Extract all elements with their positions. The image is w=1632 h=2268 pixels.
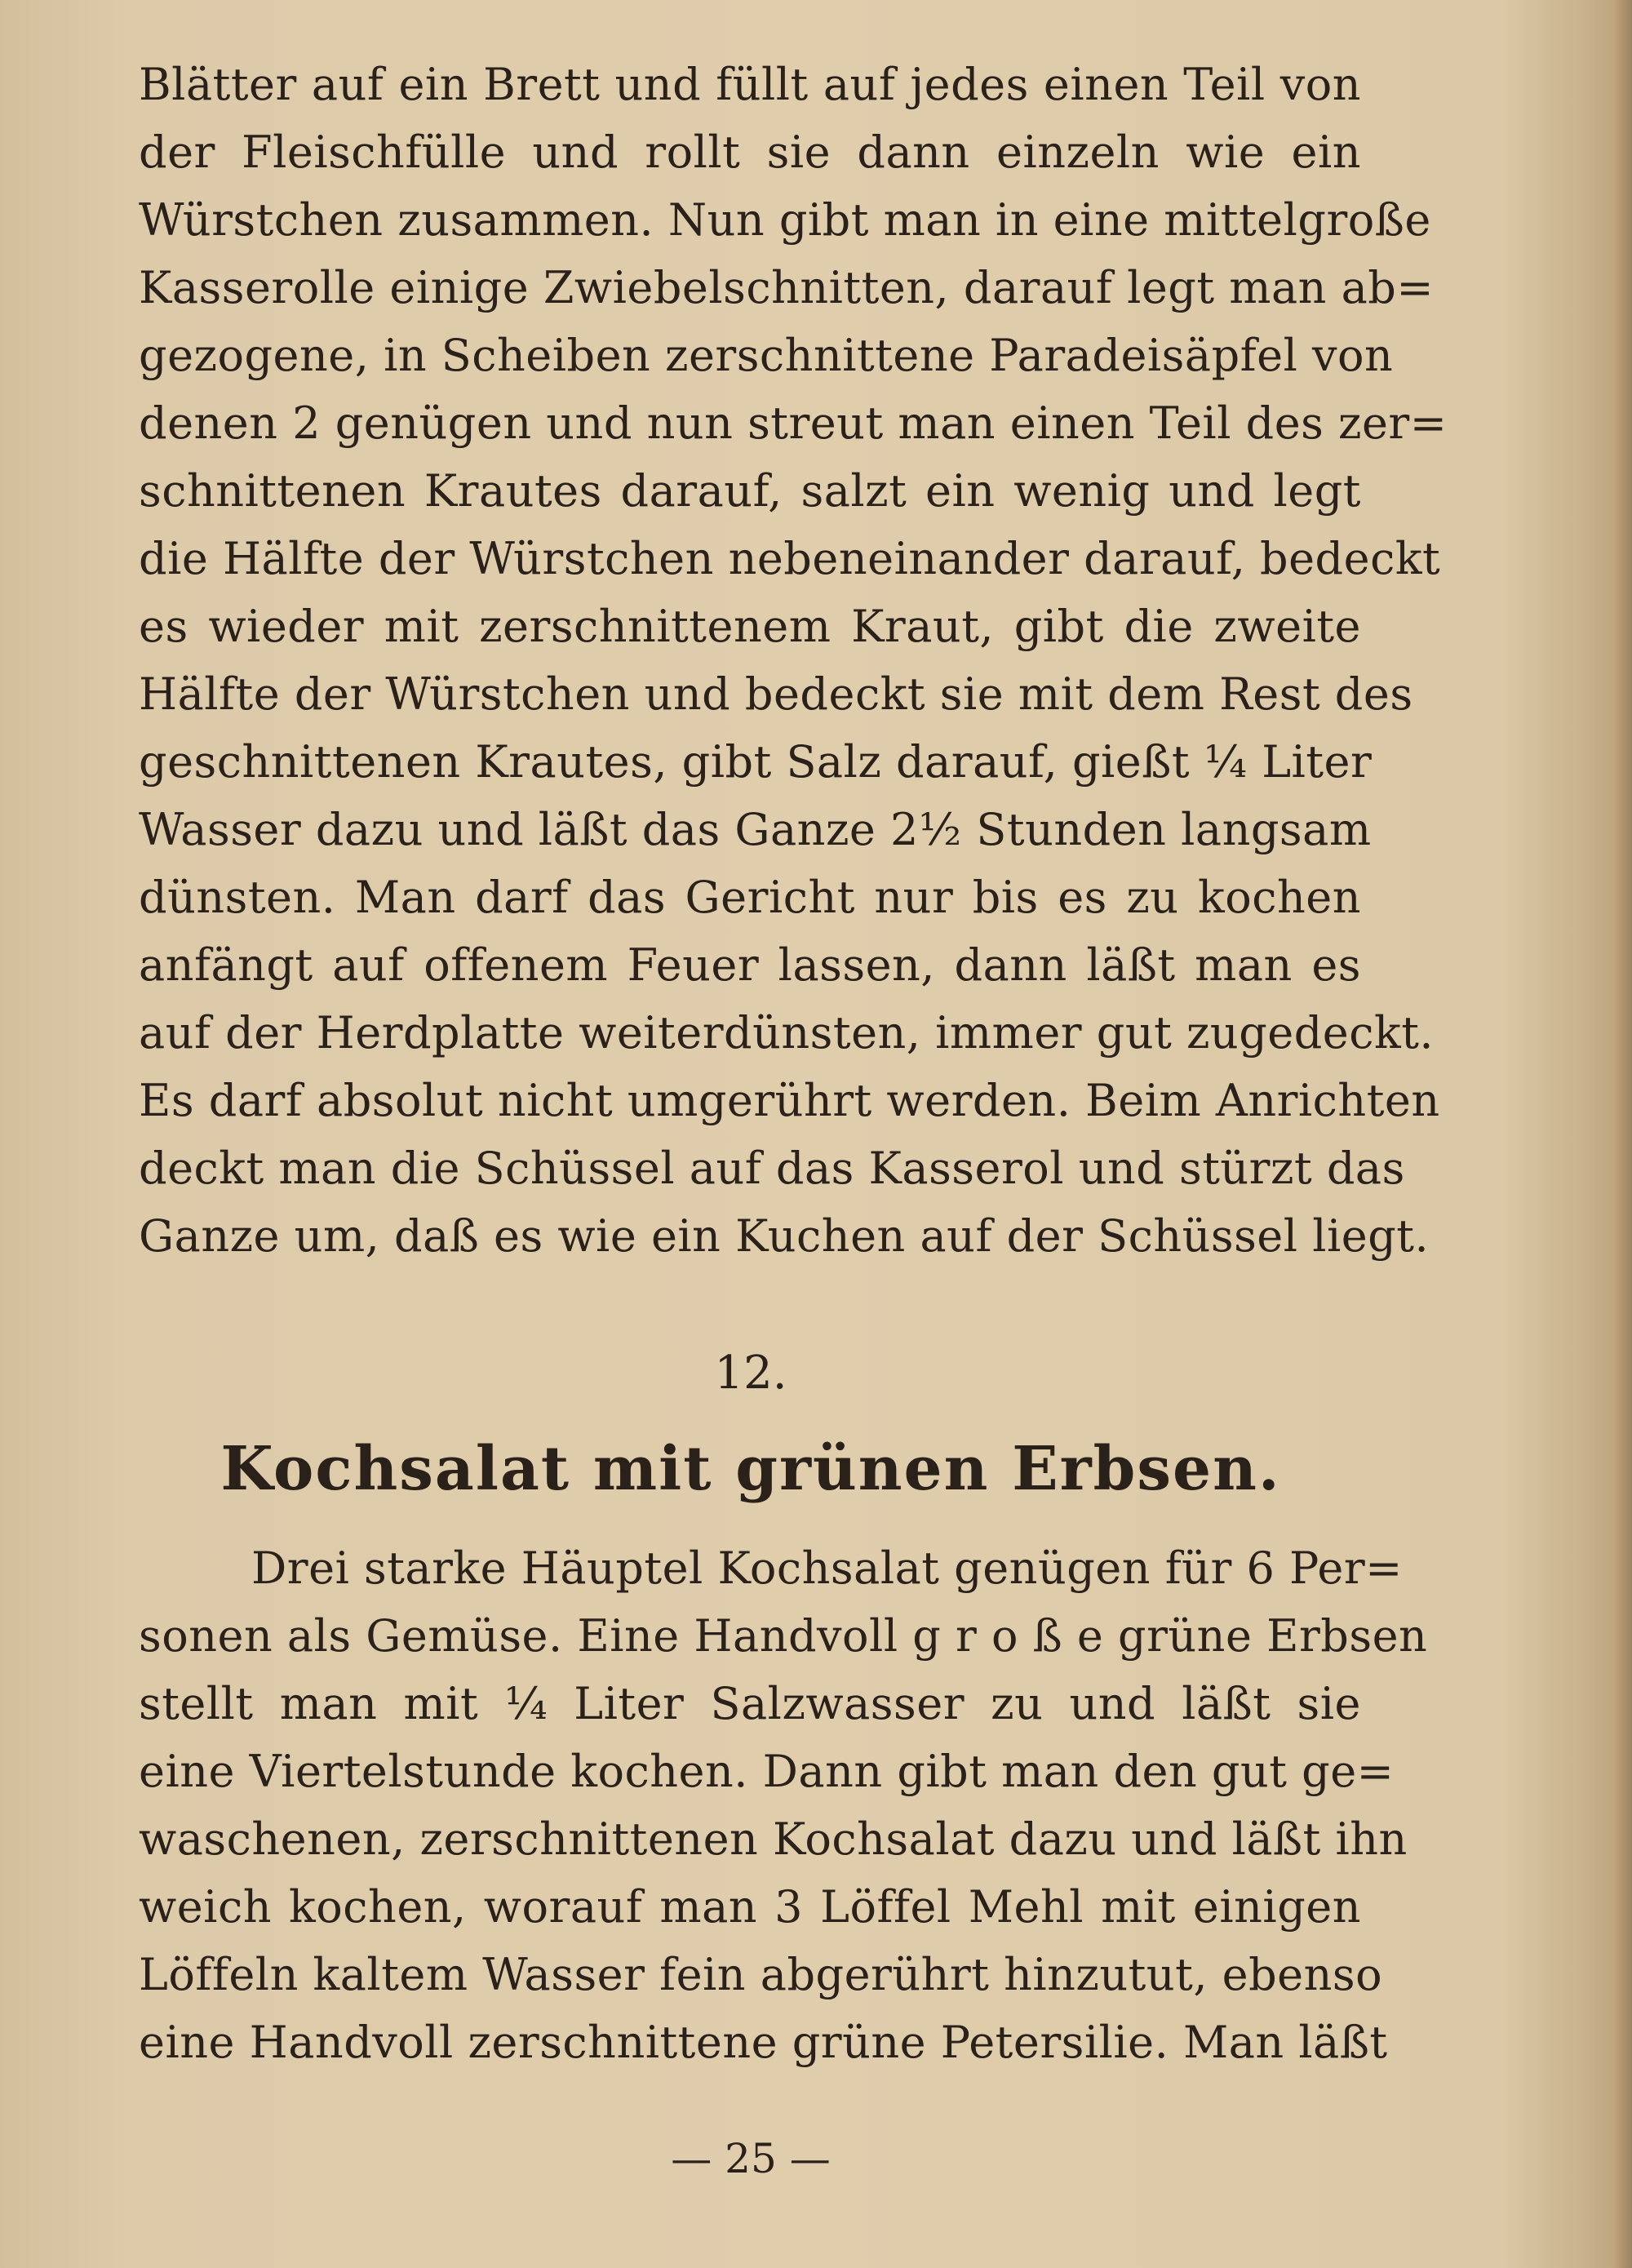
text-line: deckt man die Schüssel auf das Kasserol und stürzt das [139,1143,1405,1194]
text-line: der Fleischfülle und rollt sie dann einzeln wie ein [139,126,1361,178]
bottom-paragraph [139,1534,1428,2076]
text-line: eine Handvoll zerschnittene grüne Petersilie. Man läßt [139,2017,1388,2068]
page-number: — 25 — [671,2135,831,2182]
text-line: stellt man mit ¼ Liter Salzwasser zu und läßt sie [139,1678,1361,1729]
top-paragraph [139,51,1448,1270]
text-line: gezogene, in Scheiben zerschnittene Paradeisäpfel von [139,330,1394,381]
text-line: es wieder mit zerschnittenem Kraut, gibt die zweite [139,601,1361,652]
text-line: die Hälfte der Würstchen nebeneinander darauf, bedeckt [139,533,1441,584]
recipe-title: Kochsalat mit grünen Erbsen. [220,1434,1281,1504]
text-line: auf der Herdplatte weiterdünsten, immer gut zugedeckt. [139,1007,1435,1059]
text-line: Hälfte der Würstchen und bedeckt sie mit dem Rest des [139,668,1413,720]
text-line: eine Viertelstunde kochen. Dann gibt man den gut ge= [139,1746,1395,1797]
page-edge [1614,0,1632,2268]
text-line: weich kochen, worauf man 3 Löffel Mehl mit einigen [139,1881,1361,1933]
text-line: geschnittenen Krautes, gibt Salz darauf, gießt ¼ Liter [139,736,1373,788]
text-line: Es darf absolut nicht umgerührt werden. Beim Anrichten [139,1075,1440,1126]
text-line: Löffeln kaltem Wasser fein abgerührt hinzutut, ebenso [139,1949,1383,2000]
text-line: denen 2 genügen und nun streut man einen Teil des zer= [139,397,1448,449]
recipe-number: 12. [714,1347,787,1400]
text-line: Kasserolle einige Zwiebelschnitten, darauf legt man ab= [139,262,1435,313]
text-line: waschenen, zerschnittenen Kochsalat dazu und läßt ihn [139,1813,1408,1865]
text-line: anfängt auf offenem Feuer lassen, dann läßt man es [139,939,1361,991]
text-line: Würstchen zusammen. Nun gibt man in eine mittelgroße [139,194,1431,246]
text-line: sonen als Gemüse. Eine Handvoll g r o ß e grüne Erbsen [139,1610,1428,1662]
text-line: dünsten. Man darf das Gericht nur bis es zu kochen [139,872,1361,923]
text-line: Drei starke Häuptel Kochsalat genügen für 6 Per= [251,1542,1403,1594]
text-line: schnittenen Krautes darauf, salzt ein wenig und legt [139,465,1361,517]
text-line: Ganze um, daß es wie ein Kuchen auf der Schüssel liegt. [139,1210,1430,1262]
text-line: Wasser dazu und läßt das Ganze 2½ Stunden langsam [139,804,1372,855]
text-line: Blätter auf ein Brett und füllt auf jedes einen Teil von [139,59,1361,110]
